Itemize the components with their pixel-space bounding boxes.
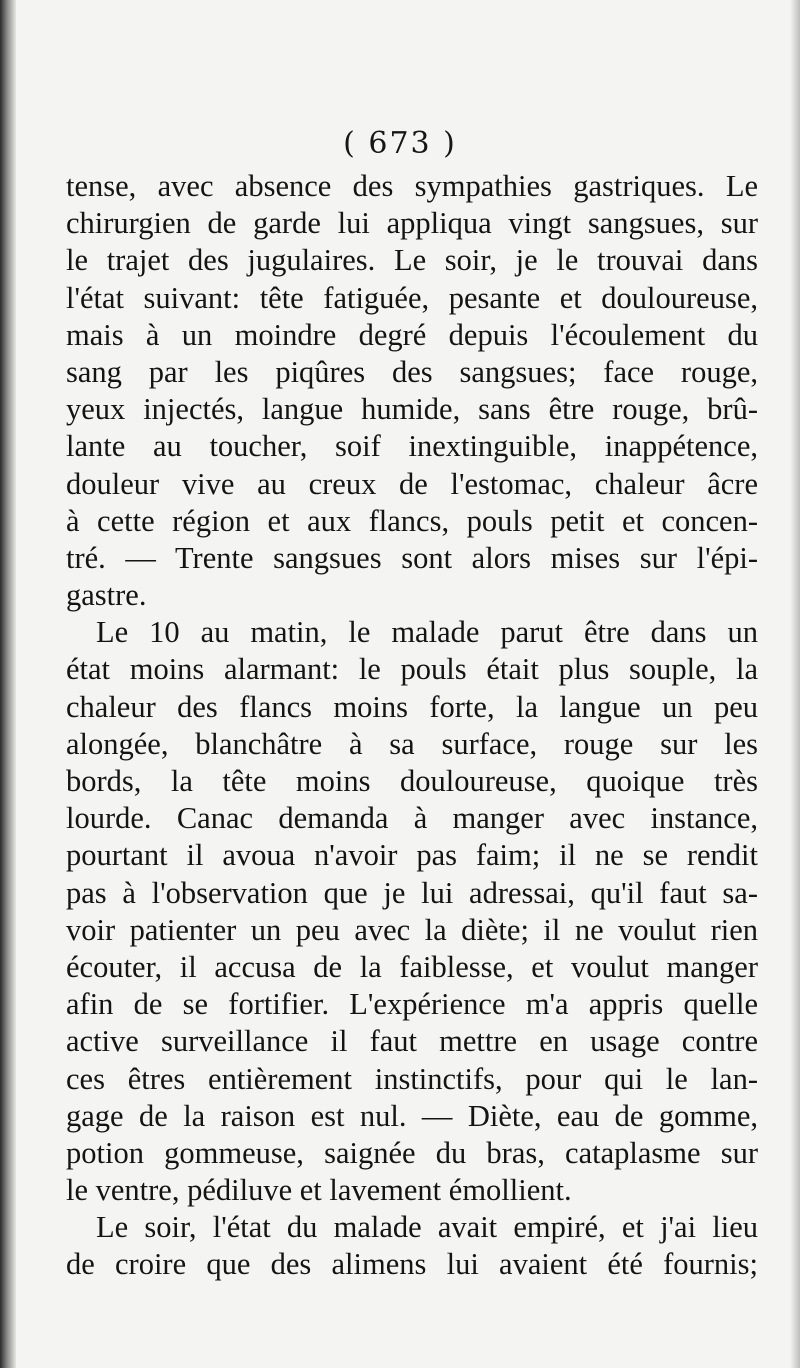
text-line: le ventre, pédiluve et lavement émollient. [66, 1173, 572, 1208]
text-line: écouter, il accusa de la faiblesse, et voulut manger [66, 949, 758, 984]
text-line: voir patienter un peu avec la diète; il ne voulut rien [66, 912, 758, 947]
text-line: lourde. Canac demanda à manger avec instance, [66, 801, 758, 836]
text-line: état moins alarmant: le pouls était plus souple, la [66, 652, 758, 687]
page-number: ( 673 ) [343, 126, 457, 161]
text-line: gastre. [66, 578, 147, 613]
text-line: active surveillance il faut mettre en usage contre [66, 1024, 758, 1059]
text-line: pourtant il avoua n'avoir pas faim; il ne se rendit [66, 838, 758, 873]
page-gutter-shadow [0, 0, 16, 1368]
text-line: alongée, blanchâtre à sa surface, rouge sur les [66, 726, 758, 761]
text-line: chirurgien de garde lui appliqua vingt sangsues, sur [66, 206, 758, 241]
page-edge-shadow [790, 0, 800, 1368]
text-line: lante au toucher, soif inextinguible, inappétence, [66, 429, 758, 464]
text-line: l'état suivant: tête fatiguée, pesante et douloureuse, [66, 280, 758, 315]
text-line: yeux injectés, langue humide, sans être rouge, brû- [66, 392, 758, 427]
text-line: ces êtres entièrement instinctifs, pour qui le lan- [66, 1061, 758, 1096]
text-line: le trajet des jugulaires. Le soir, je le trouvai dans [66, 243, 758, 278]
text-line: chaleur des flancs moins forte, la langue un peu [66, 689, 758, 724]
text-line: tense, avec absence des sympathies gastriques. Le [66, 169, 758, 203]
body-text [66, 168, 758, 1284]
text-line: tré. — Trente sangsues sont alors mises sur l'épi- [66, 540, 758, 575]
text-line: Le soir, l'état du malade avait empiré, et j'ai lieu [96, 1210, 758, 1245]
text-line: sang par les piqûres des sangsues; face rouge, [66, 354, 758, 389]
text-line: potion gommeuse, saignée du bras, cataplasme sur [66, 1135, 758, 1170]
text-line: afin de se fortifier. L'expérience m'a appris quelle [66, 987, 758, 1022]
text-line: pas à l'observation que je lui adressai, qu'il faut sa- [66, 875, 758, 910]
text-line: gage de la raison est nul. — Diète, eau de gomme, [66, 1098, 758, 1133]
text-line: à cette région et aux flancs, pouls petit et concen- [66, 503, 758, 538]
text-line: mais à un moindre degré depuis l'écoulement du [66, 317, 758, 352]
text-line: Le 10 au matin, le malade parut être dans un [96, 615, 758, 650]
text-line: bords, la tête moins douloureuse, quoique très [66, 764, 758, 798]
text-line: douleur vive au creux de l'estomac, chaleur âcre [66, 466, 758, 501]
text-line: de croire que des alimens lui avaient été fournis; [66, 1247, 758, 1282]
